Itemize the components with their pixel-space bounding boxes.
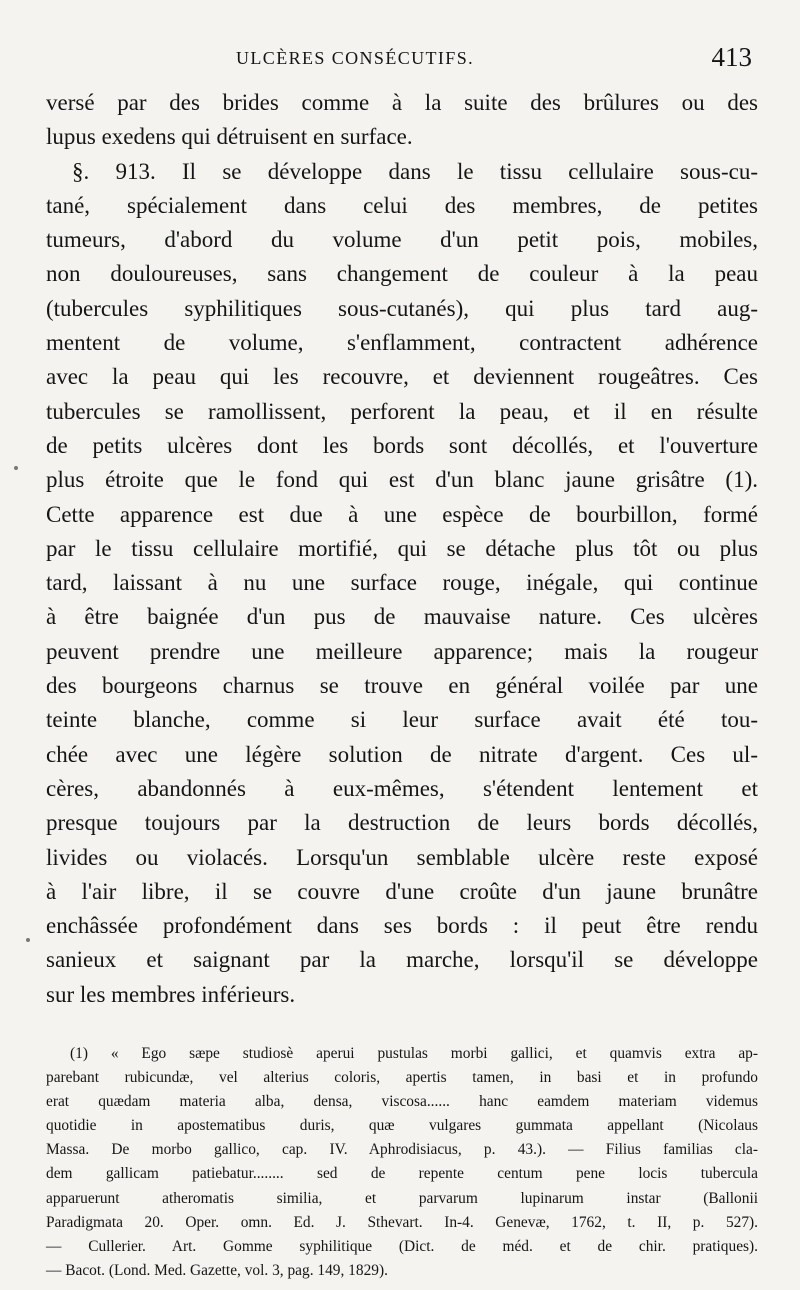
footnote-line: — Cullerier. Art. Gomme syphilitique (Dict. de méd. et de chir. pratiques). <box>46 1237 758 1255</box>
running-head <box>46 38 758 86</box>
body-line: plus étroite que le fond qui est d'un blanc jaune grisâtre (1). <box>46 467 758 493</box>
body-line: mentent de volume, s'enflamment, contractent adhérence <box>46 330 758 356</box>
body-line: chée avec une légère solution de nitrate d'argent. Ces ul- <box>46 741 758 767</box>
body-line: peuvent prendre une meilleure apparence; mais la rougeur <box>46 638 758 664</box>
body-line: avec la peau qui les recouvre, et deviennent rougeâtres. Ces <box>46 364 758 390</box>
footnote-line: Paradigmata 20. Oper. omn. Ed. J. Sthevart. In-4. Genevæ, 1762, t. II, p. 527). <box>46 1213 758 1231</box>
footnote-line: erat quædam materia alba, densa, viscosa...... hanc eamdem materiam videmus <box>46 1093 758 1111</box>
body-line: teinte blanche, comme si leur surface avait été tou- <box>46 707 758 733</box>
footnote-line: dem gallicam patiebatur........ sed de repente centum pene locis tubercula <box>46 1165 758 1183</box>
body-line: tané, spécialement dans celui des membres, de petites <box>46 192 758 218</box>
body-line: enchâssée profondément dans ses bords : il peut être rendu <box>46 913 758 939</box>
body-line: tubercules se ramollissent, perforent la peau, et il en résulte <box>46 398 758 424</box>
page-content <box>46 38 758 1283</box>
body-line: à être baignée d'un pus de mauvaise nature. Ces ulcères <box>46 604 758 630</box>
footnote-line: Massa. De morbo gallico, cap. IV. Aphrodisiacus, p. 43.). — Filius familias cla- <box>46 1141 758 1159</box>
footnote-line: quotidie in apostematibus duris, quæ vulgares gummata appellant (Nicolaus <box>46 1117 758 1135</box>
body-line: §. 913. Il se développe dans le tissu cellulaire sous-cu- <box>72 158 758 184</box>
body-line: tumeurs, d'abord du volume d'un petit pois, mobiles, <box>46 227 758 253</box>
body-line: sur les membres inférieurs. <box>46 981 296 1007</box>
body-line: à l'air libre, il se couvre d'une croûte d'un jaune brunâtre <box>46 878 758 904</box>
body-line: non douloureuses, sans changement de couleur à la peau <box>46 261 758 287</box>
footnote-block <box>46 1042 758 1283</box>
body-line: (tubercules syphilitiques sous-cutanés), qui plus tard aug- <box>46 295 758 321</box>
body-line: sanieux et saignant par la marche, lorsqu'il se développe <box>46 947 758 973</box>
body-line: livides ou violacés. Lorsqu'un semblable ulcère reste exposé <box>46 844 758 870</box>
page-number: 413 <box>711 42 752 72</box>
body-line: de petits ulcères dont les bords sont décollés, et l'ouverture <box>46 432 758 458</box>
footnote-line: (1) « Ego sæpe studiosè aperui pustulas morbi gallici, et quamvis extra ap- <box>70 1045 758 1063</box>
footnote-line: — Bacot. (Lond. Med. Gazette, vol. 3, pag. 149, 1829). <box>46 1261 388 1279</box>
body-line: versé par des brides comme à la suite des brûlures ou des <box>46 90 758 115</box>
margin-speck <box>26 938 30 942</box>
margin-speck <box>14 466 18 470</box>
body-line: lupus exedens qui détruisent en surface. <box>46 124 413 150</box>
footnote-line: apparuerunt atheromatis similia, et parvarum lupinarum instar (Ballonii <box>46 1189 758 1207</box>
body-line: des bourgeons charnus se trouve en général voilée par une <box>46 673 758 699</box>
body-line: cères, abandonnés à eux-mêmes, s'étendent lentement et <box>46 775 758 801</box>
body-line: par le tissu cellulaire mortifié, qui se détache plus tôt ou plus <box>46 535 758 561</box>
running-title: ULCÈRES CONSÉCUTIFS. <box>236 48 475 68</box>
body-text <box>46 86 758 1012</box>
body-line: tard, laissant à nu une surface rouge, inégale, qui continue <box>46 570 758 596</box>
footnote-line: parebant rubicundæ, vel alterius coloris, apertis tamen, in basi et in profundo <box>46 1069 758 1087</box>
body-line: presque toujours par la destruction de leurs bords décollés, <box>46 810 758 836</box>
body-line: Cette apparence est due à une espèce de bourbillon, formé <box>46 501 758 527</box>
